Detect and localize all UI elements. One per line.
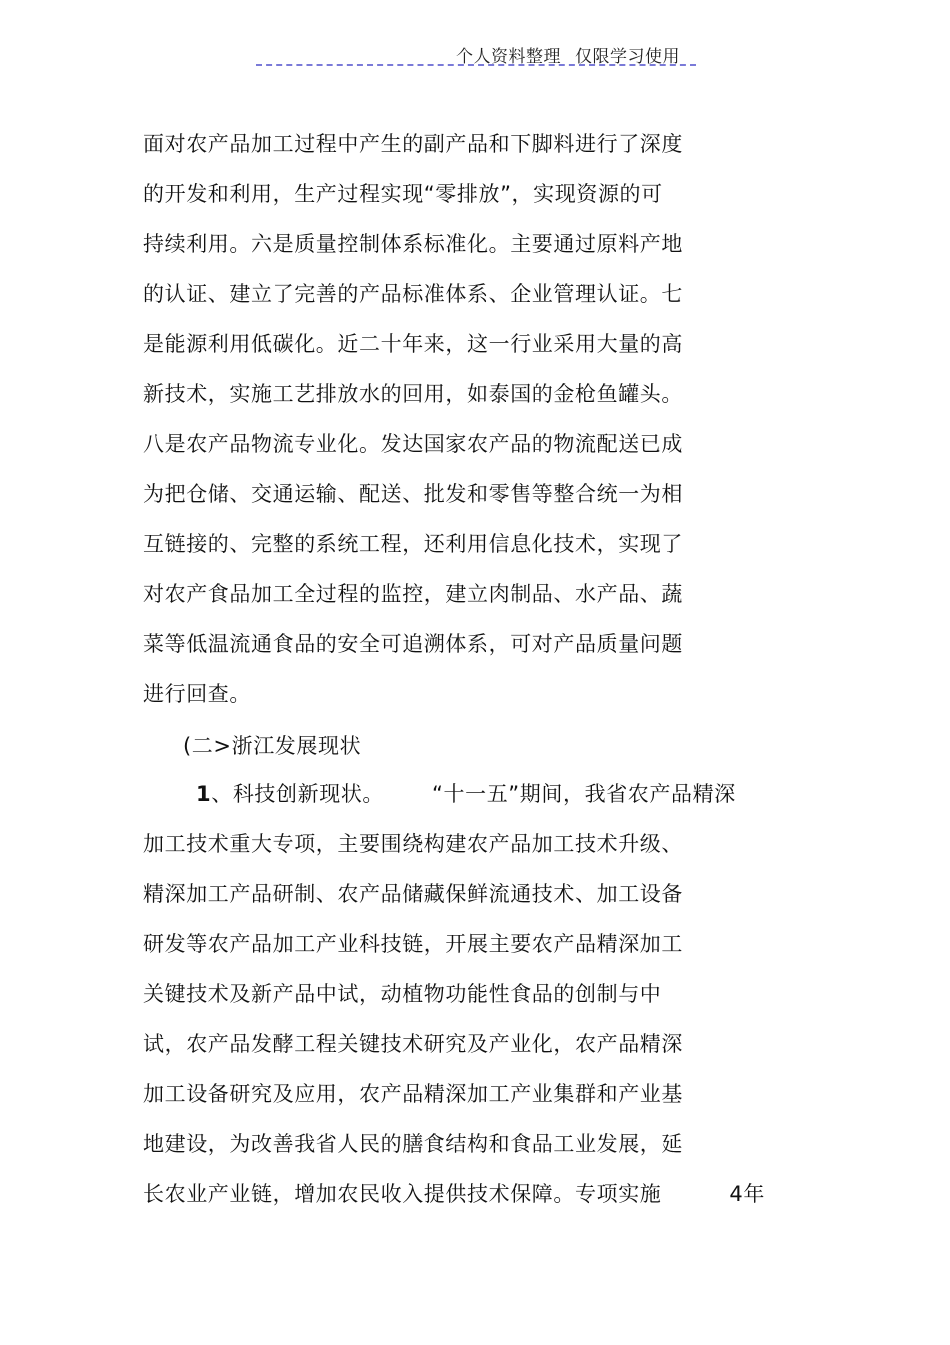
text-line: 互链接的、完整的系统工程，还利用信息化技术，实现了 — [143, 532, 683, 556]
text-line: 面对农产品加工过程中产生的副产品和下脚料进行了深度 — [143, 132, 683, 156]
text-line: 新技术，实施工艺排放水的回用，如泰国的金枪鱼罐头。 — [143, 382, 683, 406]
last-line-number: 4 — [729, 1182, 744, 1206]
text-line: 试，农产品发酵工程关键技术研究及产业化，农产品精深 — [143, 1032, 683, 1056]
header-rule — [256, 64, 696, 66]
subsection-first-line — [196, 778, 736, 808]
text-line: 精深加工产品研制、农产品储藏保鲜流通技术、加工设备 — [143, 882, 683, 906]
text-line: 地建设，为改善我省人民的膳食结构和食品工业发展，延 — [143, 1132, 683, 1156]
last-line-unit: 年 — [743, 1182, 765, 1206]
text-line: 研发等农产品加工产业科技链，开展主要农产品精深加工 — [143, 932, 683, 956]
subsection-title: 、科技创新现状。 — [211, 782, 385, 806]
subsection-lead: “十一五”期间，我省农产品精深 — [432, 782, 736, 806]
text-line: 加工技术重大专项，主要围绕构建农产品加工技术升级、 — [143, 832, 683, 856]
text-line: 进行回查。 — [143, 682, 251, 706]
text-line: 持续利用。六是质量控制体系标准化。主要通过原料产地 — [143, 232, 683, 256]
text-line: 的开发和利用，生产过程实现“零排放”，实现资源的可 — [143, 182, 663, 206]
text-line: 是能源利用低碳化。近二十年来，这一行业采用大量的高 — [143, 332, 683, 356]
text-line-last — [143, 1178, 765, 1208]
subsection-number: 1 — [196, 782, 212, 806]
text-line: 加工设备研究及应用，农产品精深加工产业集群和产业基 — [143, 1082, 683, 1106]
last-line-text: 长农业产业链，增加农民收入提供技术保障。专项实施 — [143, 1182, 662, 1206]
text-line: 对农产食品加工全过程的监控，建立肉制品、水产品、蔬 — [143, 582, 683, 606]
section-heading: (二>浙江发展现状 — [183, 734, 362, 758]
text-line: 关键技术及新产品中试，动植物功能性食品的创制与中 — [143, 982, 662, 1006]
text-line: 八是农产品物流专业化。发达国家农产品的物流配送已成 — [143, 432, 683, 456]
header-left: 个人资料整理 — [456, 47, 561, 67]
text-line: 的认证、建立了完善的产品标准体系、企业管理认证。七 — [143, 282, 683, 306]
text-line: 为把仓储、交通运输、配送、批发和零售等整合统一为相 — [143, 482, 683, 506]
text-line: 菜等低温流通食品的安全可追溯体系，可对产品质量问题 — [143, 632, 683, 656]
header-right: 仅限学习使用 — [575, 47, 680, 67]
